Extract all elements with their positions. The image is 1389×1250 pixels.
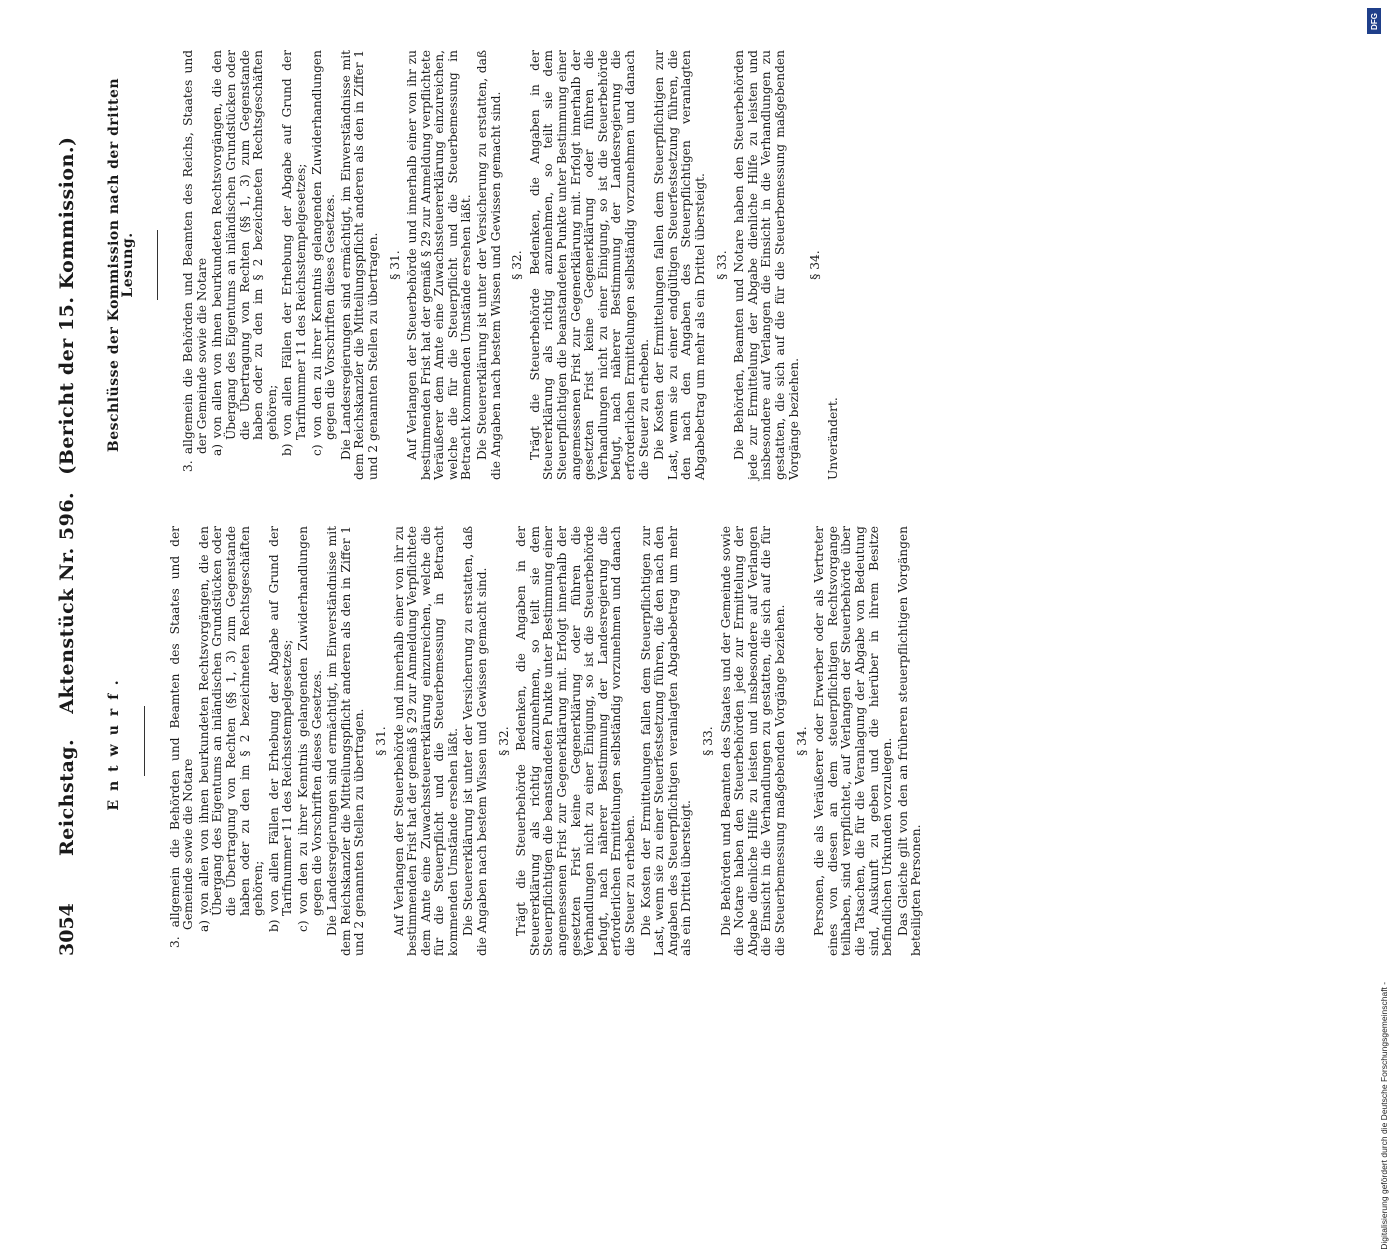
header-document: Aktenstück Nr. 596. [56, 491, 78, 714]
paragraph: Die Steuererklärung ist unter der Versicherung zu erstatten, daß die Angaben nach bestem Wissen und Gewissen gemacht sind. [475, 50, 503, 480]
paragraph: Die Landesregierungen sind ermächtigt, im Einverständnisse mit dem Reichskanzler die Mitteilungspflicht anderen als den in Ziffer 1 und 2 genannten Stellen zu übertragen. [338, 50, 380, 480]
paragraph: Die Behörden, Beamten und Notare haben den Steuerbehörden jede zur Ermittelung der Abgabe dienliche Hilfe zu leisten und insbesondere auf Verlangen die Einsicht in die Verhandlungen zu gestatten, die sich auf die für die Steuerbemessung maßgebenden Vorgänge beziehen. [732, 50, 801, 480]
list-subitem: b) von allen Fällen der Erhebung der Abgabe auf Grund der Tarifnummer 11 des Reichsstempelgesetzes; [280, 50, 308, 456]
left-column [102, 526, 926, 956]
paragraph: Auf Verlangen der Steuerbehörde und innerhalb einer von ihr zu bestimmenden Frist hat der gemäß § 29 zur Anmeldung verpflichtete Veräußerer dem Amte eine Zuwachssteuererklärung einzureichen, welche die für die Steuerpflicht und die Steuerbemessung in Betracht kommenden Umstände ersehen läßt. [405, 50, 474, 480]
paragraph: Auf Verlangen der Steuerbehörde und innerhalb einer von ihr zu bestimmenden Frist hat der gemäß § 29 zur Anmeldung Verpflichtete dem Amte eine Zuwachssteuererklärung einzureichen, welche die für die Steuerpflicht und die Steuerbemessung in Betracht kommenden Umstände ersehen läßt. [391, 526, 460, 956]
paragraph: Trägt die Steuerbehörde Bedenken, die Angaben in der Steuererklärung als richtig anzunehmen, so teilt sie dem Steuerpflichtigen die beanstandeten Punkte unter Bestimmung einer angemessenen Frist zur Gegenerklärung mit. Erfolgt innerhalb der gesetzten Frist keine Gegenerklärung oder führen die Verhandlungen nicht zu einer Einigung, so ist die Steuerbehörde befugt, nach näherer Bestimmung der Landesregierung die erforderlichen Ermittelungen selbständig vorzunehmen und danach die Steuer zu erheben. [527, 50, 651, 480]
left-column-heading: Entwurf. [106, 671, 122, 811]
page-header [56, 40, 86, 956]
header-title [56, 137, 78, 857]
list-subitem: a) von allen von ihnen beurkundeten Rechtsvorgängen, die den Übergang des Eigentums an inländischen Grundstücken oder die Übertragung von Rechten (§§ 1, 3) zum Gegenstande haben oder zu den im § 2 bezeichneten Rechtsgeschäften gehören; [210, 50, 279, 456]
right-column [102, 50, 926, 480]
list-item: 3. allgemein die Behörden und Beamten des Reichs, Staates und der Gemeinde sowie die Notare [181, 50, 209, 472]
digitization-note: Digitalisierung gefördert durch die Deutsche Forschungsgemeinschaft - [1379, 982, 1389, 1250]
list-subitem: a) von allen von ihnen beurkundeten Rechtsvorgängen, die den Übergang des Eigentums an inländischen Grundstücken oder die Übertragung von Rechten (§§ 1, 3) zum Gegenstande haben oder zu den im § 2 bezeichneten Rechtsgeschäften gehören; [196, 526, 266, 932]
divider [144, 706, 145, 776]
paragraph: Unverändert. [825, 397, 840, 480]
header-parliament: Reichstag. [56, 738, 78, 856]
section-label: § 34. [794, 726, 809, 756]
section-label: § 31. [387, 250, 402, 280]
paragraph: Die Landesregierungen sind ermächtigt, im Einverständnisse mit dem Reichskanzler die Mitteilungspflicht anderen als den in Ziffer 1 und 2 genannten Stellen zu übertragen. [325, 526, 367, 956]
paragraph: Die Kosten der Ermittelungen fallen dem Steuerpflichtigen zur Last, wenn sie zu einer endgültigen Steuerfestsetzung führen, die den nach den Angaben des Steuerpflichtigen veranlagten Abgabebetrag um mehr als ein Drittel übersteigt. [652, 50, 707, 480]
two-columns [102, 40, 926, 956]
paragraph: Das Gleiche gilt von den an früheren steuerpflichtigen Vorgängen beteiligten Personen. [895, 526, 924, 956]
paragraph: Die Kosten der Ermittelungen fallen dem Steuerpflichtigen zur Last, wenn sie zu einer Steuerfestsetzung führen, die den nach den Angaben des Steuerpflichtigen veranlagten Abgabebetrag um mehr als ein Drittel übersteigt. [638, 526, 694, 956]
list-subitem: c) von den zu ihrer Kenntnis gelangenden Zuwiderhandlungen gegen die Vorschriften dieses Gesetzes. [295, 526, 324, 932]
section-label: § 32. [496, 726, 511, 756]
section-label: § 32. [510, 250, 525, 280]
section-label: § 31. [373, 726, 388, 756]
dfg-logo: DFG [1367, 8, 1381, 34]
paragraph: Trägt die Steuerbehörde Bedenken, die Angaben in der Steuererklärung als richtig anzunehmen, so teilt sie dem Steuerpflichtigen die beanstandeten Punkte unter Bestimmung einer angemessenen Frist zur Gegenerklärung mit. Erfolgt innerhalb der gesetzten Frist keine Gegenerklärung oder führen die Verhandlungen nicht zu einer Einigung, so ist die Steuerbehörde befugt, nach näherer Bestimmung der Landesregierung die erforderlichen Ermittelungen selbständig vorzunehmen und danach die Steuer zu erheben. [514, 526, 637, 956]
page-number: 3054 [56, 903, 78, 956]
paragraph: Die Behörden und Beamten des Staates und der Gemeinde sowie die Notare haben den Steuerbehörden jede zur Ermittelung der Abgabe dienliche Hilfe zu leisten und insbesondere auf Verlangen die Einsicht in die Verhandlungen zu gestatten, die sich auf die für die Steuerbemessung maßgebenden Vorgänge beziehen. [718, 526, 787, 956]
section-label: § 33. [700, 726, 715, 756]
list-subitem: c) von den zu ihrer Kenntnis gelangenden Zuwiderhandlungen gegen die Vorschriften dieses Gesetzes. [309, 50, 338, 456]
paragraph: Personen, die als Veräußerer oder Erwerber oder als Vertreter eines von diesen an dem steuerpflichtigen Rechtsvorgange teilhaben, sind verpflichtet, auf Verlangen der Steuerbehörde über die Tatsachen, die für die Veranlagung der Abgabe von Bedeutung sind, Auskunft zu geben und die hierüber in ihrem Besitze befindlichen Urkunden vorzulegen. [812, 526, 895, 956]
paragraph: Die Steuererklärung ist unter der Versicherung zu erstatten, daß die Angaben nach bestem Wissen und Gewissen gemacht sind. [461, 526, 490, 956]
section-label: § 33. [714, 250, 729, 280]
list-item: 3. allgemein die Behörden und Beamten des Staates und der Gemeinde sowie die Notare [167, 526, 196, 948]
right-column-heading: Beschlüsse der Kommission nach der dritten Lesung. [106, 77, 136, 453]
section-label: § 34. [808, 250, 823, 280]
list-subitem: b) von allen Fällen der Erhebung der Abgabe auf Grund der Tarifnummer 11 des Reichsstempelgesetzes; [266, 526, 295, 932]
divider [157, 230, 158, 300]
header-report: (Bericht der 15. Kommission.) [56, 136, 78, 475]
